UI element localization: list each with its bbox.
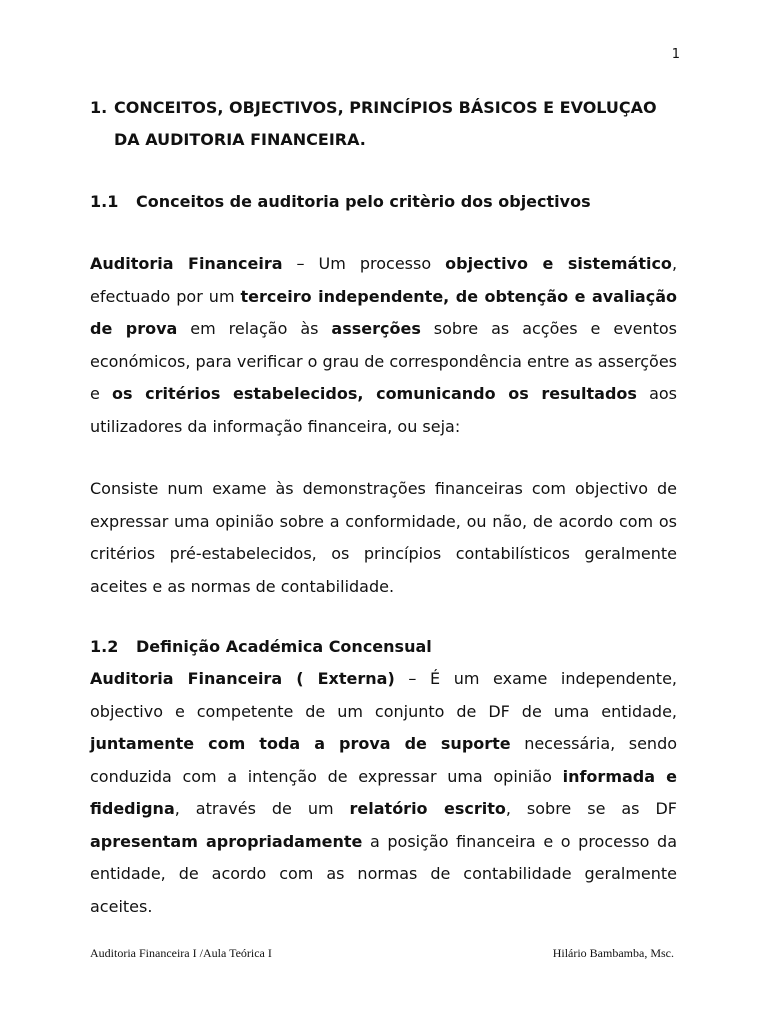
bold-text: informada e fidedigna xyxy=(90,766,678,818)
section-title: Conceitos de auditoria pelo critèrio dos objectivos xyxy=(136,192,591,211)
section-title: Definição Académica Concensual xyxy=(136,637,432,656)
chapter-number: 1. xyxy=(90,98,108,117)
section-number: 1.1 xyxy=(90,192,119,211)
chapter-heading xyxy=(90,92,677,156)
text-run: em relação às xyxy=(177,319,332,338)
chapter-title-line1: CONCEITOS, OBJECTIVOS, PRINCÍPIOS BÁSICOS E EVOLUÇAO xyxy=(114,98,657,117)
bold-text: os critérios estabelecidos, comunicando os resultados xyxy=(111,384,637,403)
bold-text: objectivo e sistemático xyxy=(445,254,672,273)
text-run: sobre as acções e eventos económicos, para verificar o grau de correspondência entre as asserções e xyxy=(90,319,678,403)
bold-text: juntamente com toda a prova de suporte xyxy=(90,734,511,753)
section-heading-1-2 xyxy=(90,631,677,663)
text-run: aos utilizadores da informação financeira, ou seja: xyxy=(90,384,678,436)
academic-definition-paragraph xyxy=(90,663,677,923)
text-run: a posição financeira e o processo da entidade, de acordo com as normas de contabilidade geralmente aceites. xyxy=(90,831,677,916)
bold-text: relatório escrito xyxy=(349,799,506,818)
text-run: , efectuado por um xyxy=(90,254,678,306)
definition-paragraph xyxy=(90,248,677,443)
section-number: 1.2 xyxy=(90,637,119,656)
footer-author: Hilário Bambamba, Msc. xyxy=(552,946,674,960)
bold-text: Auditoria Financeira xyxy=(90,254,283,273)
text-run: – Um processo xyxy=(282,254,446,273)
footer-course: Auditoria Financeira I /Aula Teórica I xyxy=(90,946,272,960)
text-run: , sobre se as DF xyxy=(505,799,677,818)
text-run: – É um exame independente, objectivo e competente de um conjunto de DF de uma entidade, xyxy=(90,669,677,721)
text-run: , através de um xyxy=(174,799,350,818)
bold-text: apresentam apropriadamente xyxy=(90,831,363,851)
text-run: necessária, sendo conduzida com a intenção de expressar uma opinião xyxy=(90,734,678,786)
chapter-title-line2: DA AUDITORIA FINANCEIRA. xyxy=(114,130,366,149)
document-body xyxy=(90,92,677,923)
section-heading-1-1 xyxy=(90,186,677,218)
bold-text: Auditoria Financeira ( Externa) xyxy=(90,669,395,688)
page-number: 1 xyxy=(671,47,680,62)
bold-text: terceiro independente, de obtenção e avaliação de prova xyxy=(90,286,678,338)
explanation-paragraph: Consiste num exame às demonstrações financeiras com objectivo de expressar uma opinião sobre a conformidade, ou não, de acordo com os critérios pré-estabelecidos, os princípios contabilísticos geralmente aceites e as normas de contabilidade. xyxy=(90,479,677,596)
bold-text: asserções xyxy=(331,319,421,338)
